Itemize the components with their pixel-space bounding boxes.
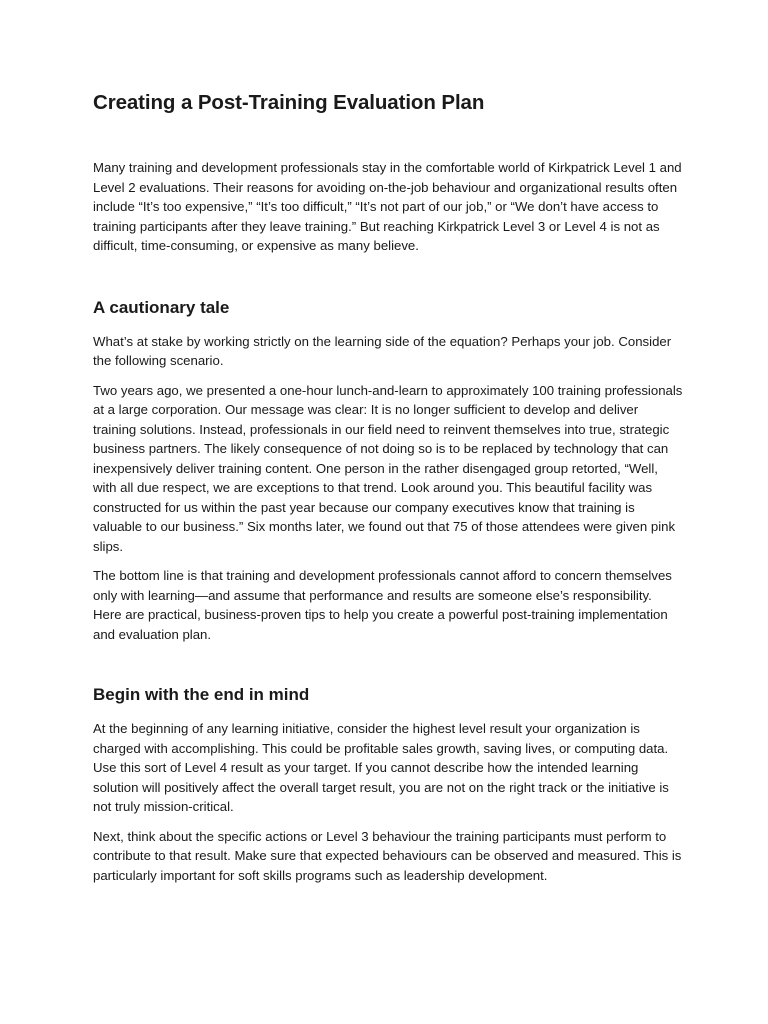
section-heading: Begin with the end in mind [93,685,310,704]
document-body [93,88,683,895]
paragraph: At the beginning of any learning initiative, consider the highest level result your organization is charged with accomplishing. This could be profitable sales growth, saving lives, or computing data. Use this sort of Level 4 result as your target. If you cannot describe how the intended learning solution will positively affect the overall target result, you are not on the right track or the initiative is not truly mission-critical. [93,721,669,814]
document-title: Creating a Post-Training Evaluation Plan [93,91,485,114]
section-heading: A cautionary tale [93,297,230,317]
section-begin-with-end [93,683,683,885]
paragraph: The bottom line is that training and development professionals cannot afford to concern themselves only with learning—and assume that performance and results are someone else’s responsibility. Here are practical, business-proven tips to help you create a powerful post-training implementation and evaluation plan. [93,568,672,642]
paragraph: What’s at stake by working strictly on the learning side of the equation? Perhaps your job. Consider the following scenario. [93,333,672,368]
paragraph: Next, think about the specific actions or Level 3 behaviour the training participants must perform to contribute to that result. Make sure that expected behaviours can be observed and measured. This is particularly important for soft skills programs such as leadership development. [93,828,682,883]
intro-paragraph: Many training and development professionals stay in the comfortable world of Kirkpatrick Level 1 and Level 2 evaluations. Their reasons for avoiding on-the-job behaviour and organizational results often include “It’s too expensive,” “It’s too difficult,” “It’s not part of our job,” or “We don’t have access to training participants after they leave training.” But reaching Kirkpatrick Level 3 or Level 4 is not as difficult, time-consuming, or expensive as many believe. [93,160,682,253]
paragraph: Two years ago, we presented a one-hour lunch-and-learn to approximately 100 training professionals at a large corporation. Our message was clear: It is no longer sufficient to develop and deliver training solutions. Instead, professionals in our field need to reinvent themselves into true, strategic business partners. The likely consequence of not doing so is to be replaced by technology that can inexpensively deliver training content. One person in the rather disengaged group retorted, “Well, with all due respect, we are exceptions to that trend. Look around you. This beautiful facility was constructed for us within the past year because our company executives know that training is valuable to our business.” Six months later, we found out that 75 of those attendees were given pink slips. [93,382,683,554]
section-cautionary-tale [93,296,683,645]
